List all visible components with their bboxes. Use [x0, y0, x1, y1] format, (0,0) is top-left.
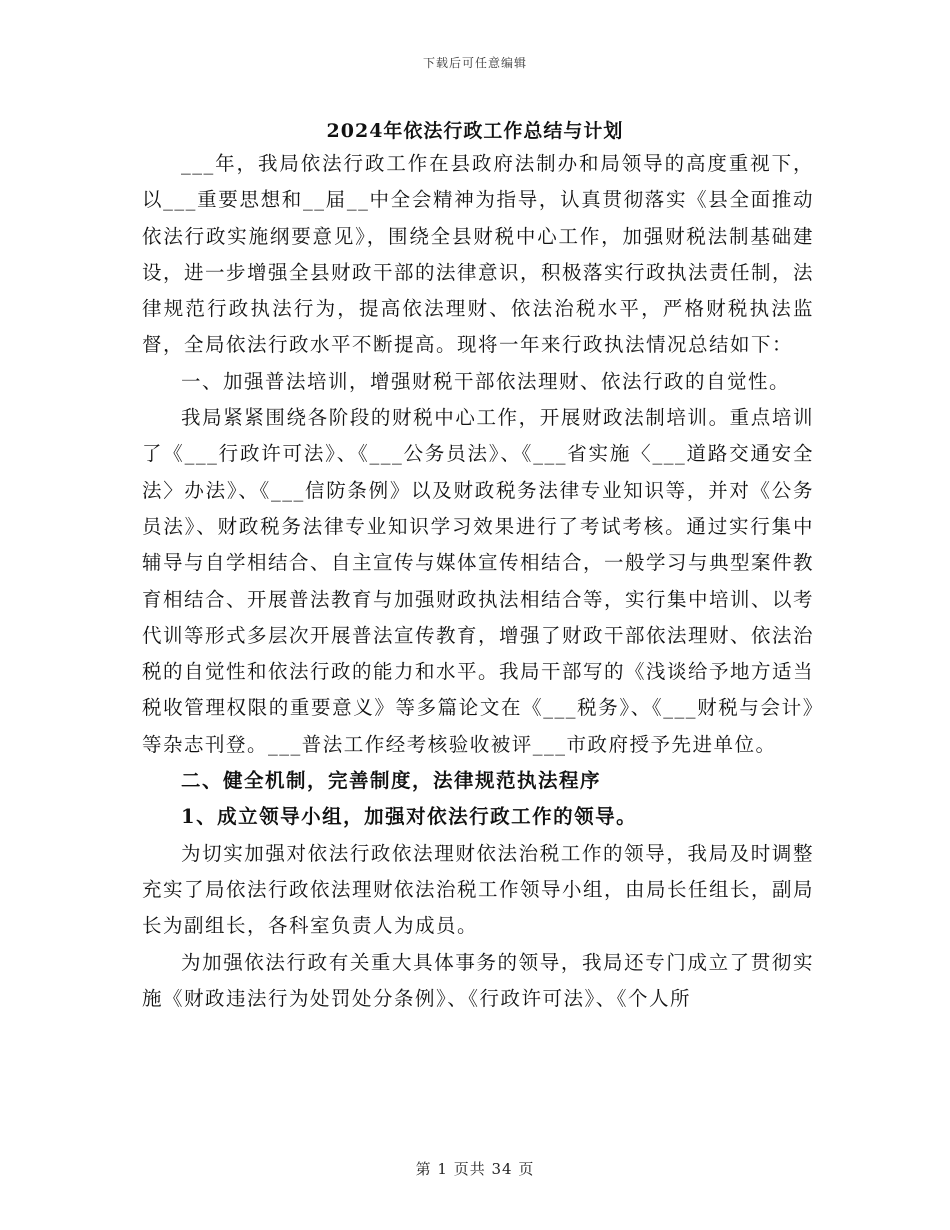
document-title: 2024年依法行政工作总结与计划	[326, 120, 624, 142]
paragraph-intro: ___年，我局依法行政工作在县政府法制办和局领导的高度重视下，以___重要思想和__届__中全会精神为指导，认真贯彻落实《县全面推动依法行政实施纲要意见》，围绕全县财税中心工作，加强财税法制基础建设，进一步增强全县财政干部的法律意识，积极落实行政执法责任制，法律规范行政执法行为，提高依法理财、依法治税水平，严格财税执法监督，全局依法行政水平不断提高。现将一年来行政执法情况总结如下：	[142, 152, 815, 357]
paragraph-training: 我局紧紧围绕各阶段的财税中心工作，开展财政法制培训。重点培训了《___行政许可法》、《___公务员法》、《___省实施〈___道路交通安全法〉办法》、《___信防条例》以及财政税务法律专业知识等，并对《公务员法》、财政税务法律专业知识学习效果进行了考试考核。通过实行集中辅导与自学相结合、自主宣传与媒体宣传相结合，一般学习与典型案件教育相结合、开展普法教育与加强财政执法相结合等，实行集中培训、以考代训等形式多层次开展普法宣传教育，增强了财政干部依法理财、依法治税的自觉性和依法行政的能力和水平。我局干部写的《浅谈给予地方适当税收管理权限的重要意义》等多篇论文在《___税务》、《___财税与会计》等杂志刊登。___普法工作经考核验收被评___市政府授予先进单位。	[142, 406, 815, 756]
paragraph-leadership: 为切实加强对依法行政依法理财依法治税工作的领导，我局及时调整充实了局依法行政依法理财依法治税工作领导小组，由局长任组长，副局长为副组长，各科室负责人为成员。	[142, 841, 815, 938]
subsection-heading-1: 1、成立领导小组，加强对依法行政工作的领导。	[181, 805, 638, 829]
paragraph-special-groups: 为加强依法行政有关重大具体事务的领导，我局还专门成立了贯彻实施《财政违法行为处罚处分条例》、《行政许可法》、《个人所	[142, 950, 814, 1010]
section-heading-1: 一、加强普法培训，增强财税干部依法理财、依法行政的自觉性。	[181, 369, 791, 393]
page-header: 下载后可任意编辑	[422, 56, 527, 70]
section-heading-2: 二、健全机制，完善制度，法律规范执法程序	[181, 769, 602, 793]
page-footer: 第 1 页共 34 页	[415, 1160, 535, 1178]
document-body	[142, 146, 814, 1017]
